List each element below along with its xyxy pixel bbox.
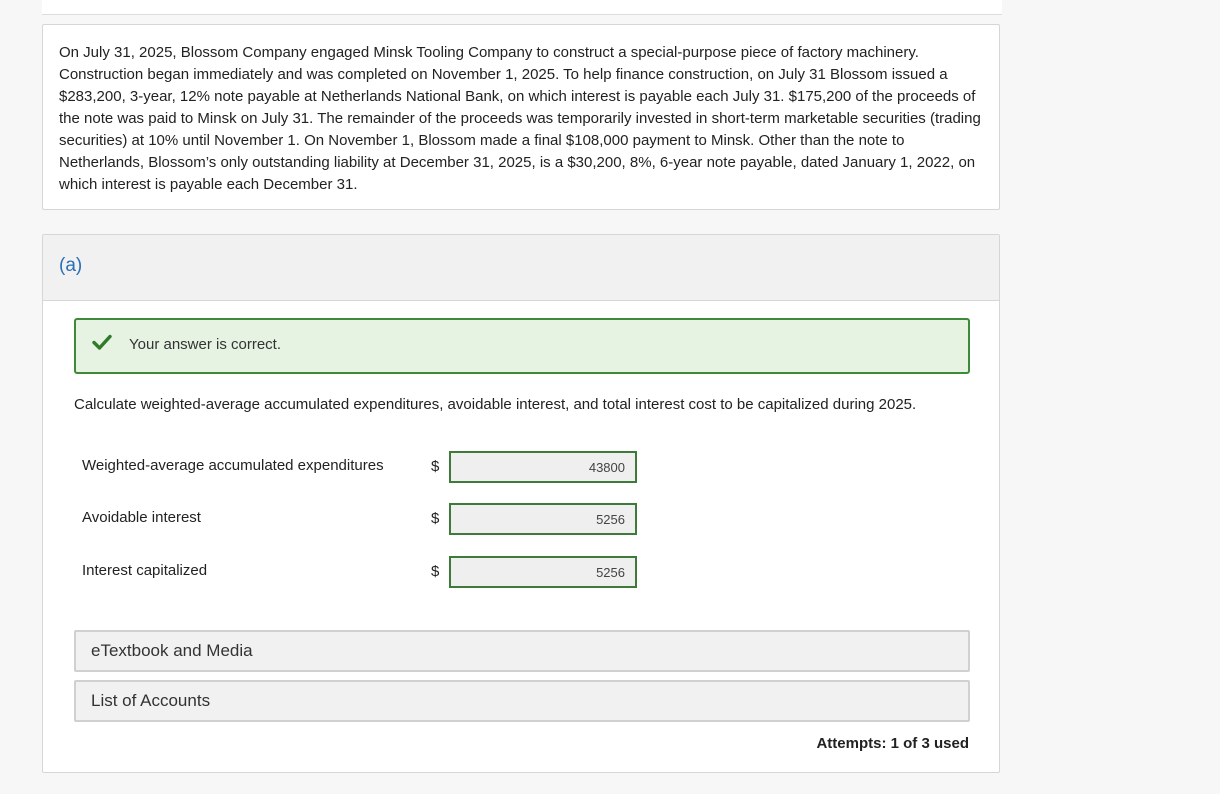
question-instruction: Calculate weighted-average accumulated expenditures, avoidable interest, and total interest cost to be capitalized during 2025.	[74, 396, 917, 413]
answer-label: Weighted-average accumulated expenditures	[82, 457, 384, 474]
answer-row-avoidable-interest	[82, 503, 642, 535]
feedback-banner	[74, 318, 970, 374]
avoidable-interest-input[interactable]	[449, 503, 637, 535]
part-label: (a)	[59, 255, 83, 276]
answer-label: Interest capitalized	[82, 562, 208, 579]
etextbook-media-button[interactable]: eTextbook and Media	[74, 630, 970, 672]
interest-capitalized-input[interactable]	[449, 556, 637, 588]
answer-label: Avoidable interest	[82, 509, 201, 526]
problem-statement-card	[42, 24, 1000, 210]
list-of-accounts-button[interactable]: List of Accounts	[74, 680, 970, 722]
currency-symbol: $	[431, 563, 440, 580]
attempts-counter: Attempts: 1 of 3 used	[816, 735, 969, 752]
answer-row-weighted-average	[82, 451, 642, 483]
problem-text: On July 31, 2025, Blossom Company engaged Minsk Tooling Company to construct a special-purpose piece of factory machinery. Construction began immediately and was completed on November 1, 2025. To help finance construction, on July 31 Blossom issued a $283,200, 3-year, 12% note payable at Netherlands National Bank, on which interest is payable each July 31. $175,200 of the proceeds of the note was paid to Minsk on July 31. The remainder of the proceeds was temporarily invested in short-term marketable securities (trading securities) at 10% until November 1. On November 1, Blossom made a final $108,000 payment to Minsk. Other than the note to Netherlands, Blossom’s only outstanding liability at December 31, 2025, is a $30,200, 8%, 6-year note payable, dated January 1, 2022, on which interest is payable each December 31.	[59, 44, 981, 193]
checkmark-icon	[92, 332, 112, 352]
part-header	[43, 235, 999, 301]
part-a-card	[42, 234, 1000, 773]
currency-symbol: $	[431, 458, 440, 475]
weighted-average-input[interactable]	[449, 451, 637, 483]
answer-row-interest-capitalized	[82, 556, 642, 588]
previous-card-edge	[42, 0, 1002, 15]
currency-symbol: $	[431, 510, 440, 527]
feedback-text: Your answer is correct.	[129, 336, 282, 353]
